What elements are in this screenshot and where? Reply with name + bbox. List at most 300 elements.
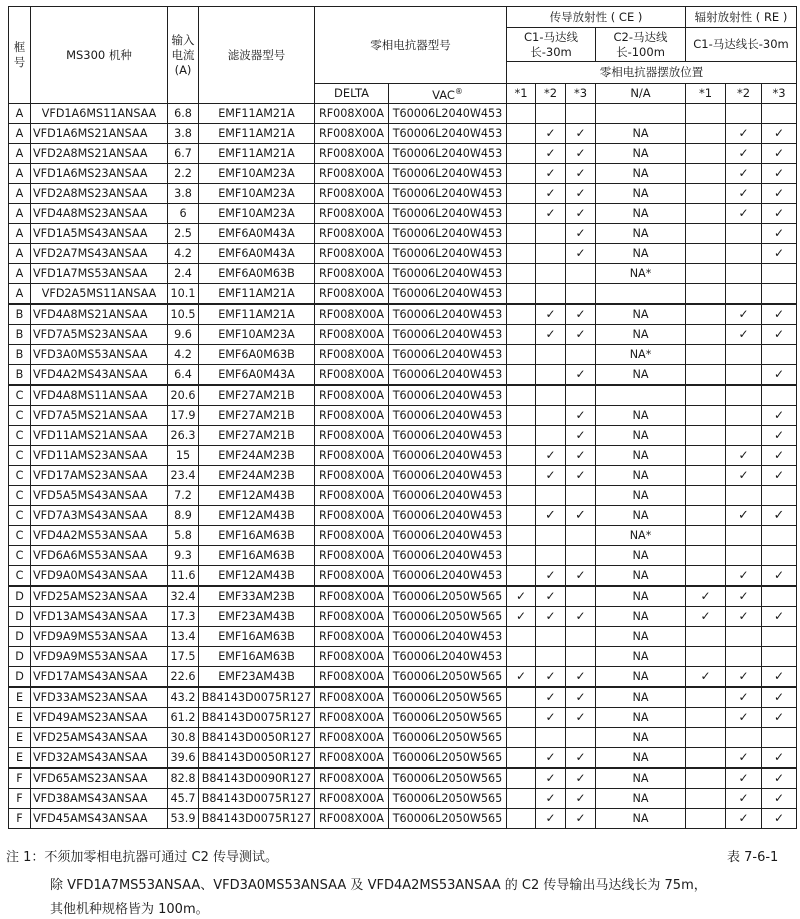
current-cell: 22.6 [168, 667, 199, 688]
re-position-3-header: *3 [762, 84, 797, 104]
re-position-1-cell [686, 687, 726, 708]
delta-reactor-cell: RF008X00A [315, 586, 389, 607]
frame-cell: E [9, 748, 31, 769]
filter-model-cell: EMF16AM63B [199, 526, 315, 546]
ce-position-1-cell [507, 728, 536, 748]
ce-position-2-cell: ✓ [536, 144, 566, 164]
re-position-1-cell [686, 385, 726, 406]
current-cell: 9.6 [168, 325, 199, 345]
table-row [9, 325, 797, 345]
current-cell: 6.8 [168, 104, 199, 124]
delta-reactor-cell: RF008X00A [315, 325, 389, 345]
table-row [9, 365, 797, 386]
delta-reactor-cell: RF008X00A [315, 304, 389, 325]
re-position-1-cell [686, 184, 726, 204]
current-cell: 7.2 [168, 486, 199, 506]
frame-cell: E [9, 708, 31, 728]
re-position-2-cell: ✓ [726, 687, 762, 708]
model-cell: VFD17AMS43ANSAA [31, 667, 168, 688]
re-position-3-cell: ✓ [762, 789, 797, 809]
re-position-3-cell: ✓ [762, 426, 797, 446]
vac-reactor-cell: T60006L2040W453 [389, 144, 507, 164]
ce-position-2-cell [536, 627, 566, 647]
ce-position-1-cell [507, 466, 536, 486]
delta-reactor-cell: RF008X00A [315, 345, 389, 365]
na-cell: NA [596, 244, 686, 264]
re-position-1-cell [686, 365, 726, 386]
ce-position-3-cell [566, 627, 596, 647]
na-cell: NA [596, 506, 686, 526]
delta-reactor-cell: RF008X00A [315, 708, 389, 728]
vac-reactor-cell: T60006L2050W565 [389, 768, 507, 789]
frame-header: 框号 [9, 7, 31, 104]
re-position-3-cell: ✓ [762, 748, 797, 769]
ce-position-2-cell: ✓ [536, 586, 566, 607]
na-cell: NA [596, 667, 686, 688]
delta-reactor-cell: RF008X00A [315, 627, 389, 647]
table-row [9, 566, 797, 587]
re-position-1-cell: ✓ [686, 607, 726, 627]
na-cell [596, 104, 686, 124]
table-row [9, 104, 797, 124]
re-position-2-cell [726, 365, 762, 386]
ce-position-1-cell [507, 768, 536, 789]
ce-position-2-cell [536, 406, 566, 426]
filter-model-cell: EMF11AM21A [199, 104, 315, 124]
model-cell: VFD7A5MS21ANSAA [31, 406, 168, 426]
ce-position-2-cell [536, 244, 566, 264]
ce-position-2-cell: ✓ [536, 809, 566, 829]
vac-reactor-cell: T60006L2040W453 [389, 104, 507, 124]
table-row [9, 304, 797, 325]
filter-model-cell: EMF16AM63B [199, 546, 315, 566]
vac-reactor-cell: T60006L2040W453 [389, 546, 507, 566]
delta-reactor-cell: RF008X00A [315, 687, 389, 708]
re-position-2-cell [726, 526, 762, 546]
na-cell: NA [596, 426, 686, 446]
ce-position-3-cell: ✓ [566, 566, 596, 587]
vac-reactor-cell: T60006L2050W565 [389, 789, 507, 809]
re-position-2-cell [726, 244, 762, 264]
na-cell: NA [596, 486, 686, 506]
re-position-1-cell [686, 144, 726, 164]
ce-position-3-cell: ✓ [566, 809, 596, 829]
re-position-1-cell [686, 466, 726, 486]
ce-position-2-cell: ✓ [536, 768, 566, 789]
delta-reactor-cell: RF008X00A [315, 506, 389, 526]
current-cell: 61.2 [168, 708, 199, 728]
re-position-3-cell [762, 345, 797, 365]
filter-model-cell: EMF16AM63B [199, 627, 315, 647]
re-position-1-cell [686, 426, 726, 446]
model-cell: VFD2A7MS43ANSAA [31, 244, 168, 264]
ce-position-2-cell: ✓ [536, 446, 566, 466]
re-position-2-cell: ✓ [726, 124, 762, 144]
table-row [9, 426, 797, 446]
filter-model-cell: EMF10AM23A [199, 204, 315, 224]
vac-reactor-cell: T60006L2040W453 [389, 385, 507, 406]
current-cell: 2.4 [168, 264, 199, 284]
re-position-3-cell [762, 264, 797, 284]
re-position-2-cell: ✓ [726, 506, 762, 526]
table-row [9, 768, 797, 789]
filter-model-cell: EMF10AM23A [199, 184, 315, 204]
filter-model-cell: EMF27AM21B [199, 385, 315, 406]
na-cell: NA [596, 687, 686, 708]
current-cell: 45.7 [168, 789, 199, 809]
ce-position-1-cell [507, 506, 536, 526]
re-position-1-cell [686, 566, 726, 587]
ce-position-2-cell [536, 365, 566, 386]
re-position-2-cell [726, 647, 762, 667]
na-cell: NA [596, 164, 686, 184]
ce-position-1-cell [507, 526, 536, 546]
ce-position-2-cell [536, 264, 566, 284]
ce-position-2-cell: ✓ [536, 607, 566, 627]
ce-position-2-cell [536, 426, 566, 446]
delta-reactor-cell: RF008X00A [315, 748, 389, 769]
ce-position-1-cell [507, 426, 536, 446]
frame-cell: B [9, 365, 31, 386]
re-position-2-cell: ✓ [726, 144, 762, 164]
filter-model-cell: B84143D0075R127 [199, 809, 315, 829]
re-position-3-cell: ✓ [762, 204, 797, 224]
re-position-2-cell: ✓ [726, 607, 762, 627]
ce-position-1-cell [507, 406, 536, 426]
frame-cell: C [9, 526, 31, 546]
ce-position-2-cell [536, 486, 566, 506]
re-position-2-header: *2 [726, 84, 762, 104]
ce-position-2-cell [536, 284, 566, 305]
vac-reactor-cell: T60006L2040W453 [389, 345, 507, 365]
ce-position-3-cell: ✓ [566, 687, 596, 708]
ce-position-1-cell [507, 184, 536, 204]
na-cell [596, 284, 686, 305]
ce-position-2-cell [536, 546, 566, 566]
na-cell: NA [596, 748, 686, 769]
vac-reactor-cell: T60006L2050W565 [389, 728, 507, 748]
frame-cell: E [9, 687, 31, 708]
table-number: 表 7-6-1 [727, 850, 779, 865]
table-row [9, 748, 797, 769]
table-row [9, 809, 797, 829]
vac-reactor-cell: T60006L2050W565 [389, 607, 507, 627]
re-position-3-cell: ✓ [762, 768, 797, 789]
ce-position-1-cell: ✓ [507, 607, 536, 627]
frame-cell: F [9, 768, 31, 789]
na-cell: NA [596, 789, 686, 809]
re-position-2-cell [726, 224, 762, 244]
ce-position-3-cell: ✓ [566, 124, 596, 144]
re-c1-30m-header: C1-马达线长-30m [686, 28, 797, 62]
re-position-1-cell [686, 244, 726, 264]
model-cell: VFD1A7MS53ANSAA [31, 264, 168, 284]
filter-model-cell: EMF16AM63B [199, 647, 315, 667]
delta-reactor-cell: RF008X00A [315, 789, 389, 809]
table-row [9, 708, 797, 728]
frame-cell: A [9, 184, 31, 204]
filter-model-cell: EMF11AM21A [199, 124, 315, 144]
model-cell: VFD33AMS23ANSAA [31, 687, 168, 708]
re-position-2-cell: ✓ [726, 748, 762, 769]
vac-reactor-cell: T60006L2040W453 [389, 406, 507, 426]
ce-position-1-cell [507, 809, 536, 829]
delta-reactor-cell: RF008X00A [315, 607, 389, 627]
current-cell: 8.9 [168, 506, 199, 526]
ce-position-1-cell [507, 708, 536, 728]
model-cell: VFD2A5MS11ANSAA [31, 284, 168, 305]
frame-cell: A [9, 244, 31, 264]
delta-reactor-cell: RF008X00A [315, 184, 389, 204]
frame-cell: C [9, 466, 31, 486]
re-position-1-cell [686, 768, 726, 789]
frame-cell: C [9, 385, 31, 406]
delta-reactor-cell: RF008X00A [315, 526, 389, 546]
current-cell: 9.3 [168, 546, 199, 566]
delta-reactor-cell: RF008X00A [315, 647, 389, 667]
current-cell: 6 [168, 204, 199, 224]
delta-reactor-cell: RF008X00A [315, 244, 389, 264]
model-cell: VFD9A9MS53ANSAA [31, 627, 168, 647]
ce-position-3-cell: ✓ [566, 365, 596, 386]
ce-position-2-cell: ✓ [536, 325, 566, 345]
conducted-emission-header: 传导放射性 ( CE ) [507, 7, 686, 28]
re-position-3-cell: ✓ [762, 224, 797, 244]
current-cell: 10.1 [168, 284, 199, 305]
ce-position-1-cell [507, 144, 536, 164]
re-position-2-cell: ✓ [726, 586, 762, 607]
ce-position-2-cell [536, 224, 566, 244]
ce-position-1-cell [507, 244, 536, 264]
table-header [9, 7, 797, 104]
ce-position-1-cell [507, 104, 536, 124]
ce-position-3-cell [566, 104, 596, 124]
ce-position-1-cell [507, 365, 536, 386]
frame-cell: E [9, 728, 31, 748]
ce-position-1-cell [507, 446, 536, 466]
ce-position-2-cell [536, 345, 566, 365]
ce-position-3-header: *3 [566, 84, 596, 104]
ce-position-3-cell: ✓ [566, 426, 596, 446]
frame-cell: A [9, 284, 31, 305]
re-position-2-cell: ✓ [726, 708, 762, 728]
filter-model-cell: EMF27AM21B [199, 426, 315, 446]
re-position-3-cell: ✓ [762, 687, 797, 708]
delta-reactor-cell: RF008X00A [315, 385, 389, 406]
ce-position-1-cell [507, 687, 536, 708]
current-cell: 4.2 [168, 345, 199, 365]
model-cell: VFD9A0MS43ANSAA [31, 566, 168, 587]
vac-reactor-cell: T60006L2040W453 [389, 627, 507, 647]
ce-position-1-cell [507, 647, 536, 667]
table-row [9, 264, 797, 284]
re-position-3-cell: ✓ [762, 809, 797, 829]
re-position-1-cell [686, 728, 726, 748]
table-row [9, 667, 797, 688]
delta-reactor-cell: RF008X00A [315, 426, 389, 446]
ce-position-1-cell [507, 264, 536, 284]
delta-reactor-cell: RF008X00A [315, 466, 389, 486]
current-cell: 30.8 [168, 728, 199, 748]
frame-cell: C [9, 486, 31, 506]
current-cell: 17.9 [168, 406, 199, 426]
ce-position-1-cell [507, 304, 536, 325]
re-position-2-cell [726, 546, 762, 566]
re-position-3-cell: ✓ [762, 406, 797, 426]
ce-position-3-cell: ✓ [566, 244, 596, 264]
ce-position-2-header: *2 [536, 84, 566, 104]
filter-model-cell: B84143D0050R127 [199, 728, 315, 748]
ce-position-2-cell: ✓ [536, 466, 566, 486]
filter-model-cell: EMF12AM43B [199, 486, 315, 506]
ce-position-3-cell [566, 345, 596, 365]
ce-position-3-cell [566, 264, 596, 284]
model-cell: VFD4A2MS53ANSAA [31, 526, 168, 546]
model-cell: VFD9A9MS53ANSAA [31, 647, 168, 667]
ce-position-2-cell [536, 104, 566, 124]
na-cell: NA [596, 566, 686, 587]
delta-reactor-cell: RF008X00A [315, 104, 389, 124]
table-row [9, 224, 797, 244]
re-position-1-cell [686, 224, 726, 244]
ce-position-3-cell: ✓ [566, 789, 596, 809]
re-position-2-cell: ✓ [726, 667, 762, 688]
re-position-1-cell [686, 809, 726, 829]
model-cell: VFD25AMS23ANSAA [31, 586, 168, 607]
filter-model-cell: B84143D0075R127 [199, 687, 315, 708]
re-position-2-cell: ✓ [726, 809, 762, 829]
delta-reactor-cell: RF008X00A [315, 768, 389, 789]
current-cell: 5.8 [168, 526, 199, 546]
frame-cell: A [9, 144, 31, 164]
model-cell: VFD2A8MS23ANSAA [31, 184, 168, 204]
frame-cell: D [9, 647, 31, 667]
re-position-1-cell [686, 345, 726, 365]
na-cell: NA [596, 647, 686, 667]
filter-model-cell: EMF27AM21B [199, 406, 315, 426]
re-position-3-cell [762, 284, 797, 305]
delta-reactor-cell: RF008X00A [315, 365, 389, 386]
re-position-1-cell [686, 406, 726, 426]
frame-cell: A [9, 164, 31, 184]
current-cell: 17.5 [168, 647, 199, 667]
table-row [9, 446, 797, 466]
vac-label: VAC [432, 87, 455, 102]
current-cell: 13.4 [168, 627, 199, 647]
model-cell: VFD2A8MS21ANSAA [31, 144, 168, 164]
table-row [9, 244, 797, 264]
ce-position-1-cell [507, 164, 536, 184]
radiated-emission-header: 辐射放射性 ( RE ) [686, 7, 797, 28]
current-cell: 43.2 [168, 687, 199, 708]
re-position-3-cell: ✓ [762, 304, 797, 325]
frame-cell: A [9, 104, 31, 124]
c2-100m-header: C2-马达线长-100m [596, 28, 686, 62]
frame-cell: C [9, 406, 31, 426]
ce-position-1-cell [507, 486, 536, 506]
ce-position-2-cell: ✓ [536, 204, 566, 224]
ce-position-1-cell [507, 124, 536, 144]
re-position-1-cell [686, 124, 726, 144]
table-row [9, 728, 797, 748]
reactor-header: 零相电抗器型号 [315, 7, 507, 84]
filter-model-cell: EMF10AM23A [199, 325, 315, 345]
vac-reactor-cell: T60006L2040W453 [389, 304, 507, 325]
vac-reactor-cell: T60006L2040W453 [389, 284, 507, 305]
delta-reactor-cell: RF008X00A [315, 406, 389, 426]
re-position-1-cell [686, 486, 726, 506]
ce-position-2-cell: ✓ [536, 667, 566, 688]
ce-position-2-cell: ✓ [536, 164, 566, 184]
re-position-1-header: *1 [686, 84, 726, 104]
current-cell: 6.7 [168, 144, 199, 164]
filter-model-cell: EMF23AM43B [199, 607, 315, 627]
filter-model-cell: EMF6A0M43A [199, 365, 315, 386]
vac-reactor-cell: T60006L2040W453 [389, 566, 507, 587]
ce-position-2-cell: ✓ [536, 748, 566, 769]
delta-header: DELTA [315, 84, 389, 104]
vac-reactor-cell: T60006L2040W453 [389, 224, 507, 244]
vac-reactor-cell: T60006L2050W565 [389, 708, 507, 728]
table-row [9, 184, 797, 204]
current-cell: 3.8 [168, 184, 199, 204]
filter-model-cell: EMF6A0M63B [199, 264, 315, 284]
ce-position-2-cell: ✓ [536, 304, 566, 325]
table-row [9, 789, 797, 809]
re-position-3-cell [762, 586, 797, 607]
table-row [9, 647, 797, 667]
ce-position-3-cell: ✓ [566, 204, 596, 224]
filter-model-cell: EMF24AM23B [199, 466, 315, 486]
ce-position-3-cell: ✓ [566, 184, 596, 204]
re-position-2-cell [726, 385, 762, 406]
re-position-1-cell [686, 204, 726, 224]
re-position-3-cell [762, 385, 797, 406]
re-position-2-cell [726, 486, 762, 506]
na-cell: NA [596, 466, 686, 486]
re-position-1-cell [686, 164, 726, 184]
model-cell: VFD1A6MS21ANSAA [31, 124, 168, 144]
delta-reactor-cell: RF008X00A [315, 284, 389, 305]
re-position-2-cell: ✓ [726, 566, 762, 587]
frame-cell: D [9, 586, 31, 607]
re-position-3-cell: ✓ [762, 325, 797, 345]
model-cell: VFD4A2MS43ANSAA [31, 365, 168, 386]
vac-reactor-cell: T60006L2040W453 [389, 426, 507, 446]
re-position-1-cell [686, 789, 726, 809]
table-row [9, 546, 797, 566]
ce-position-3-cell [566, 526, 596, 546]
na-cell: NA [596, 728, 686, 748]
re-position-3-cell: ✓ [762, 446, 797, 466]
model-cell: VFD4A8MS23ANSAA [31, 204, 168, 224]
na-cell: NA [596, 627, 686, 647]
model-cell: VFD32AMS43ANSAA [31, 748, 168, 769]
vac-reactor-cell: T60006L2040W453 [389, 466, 507, 486]
vac-reactor-cell: T60006L2040W453 [389, 486, 507, 506]
ce-position-2-cell: ✓ [536, 184, 566, 204]
ce-position-1-cell [507, 546, 536, 566]
ce-position-1-cell [507, 204, 536, 224]
ce-position-3-cell: ✓ [566, 667, 596, 688]
vac-reactor-cell: T60006L2040W453 [389, 325, 507, 345]
model-cell: VFD1A5MS43ANSAA [31, 224, 168, 244]
table-row [9, 687, 797, 708]
ce-position-2-cell [536, 526, 566, 546]
current-cell: 6.4 [168, 365, 199, 386]
frame-cell: B [9, 304, 31, 325]
frame-cell: C [9, 506, 31, 526]
